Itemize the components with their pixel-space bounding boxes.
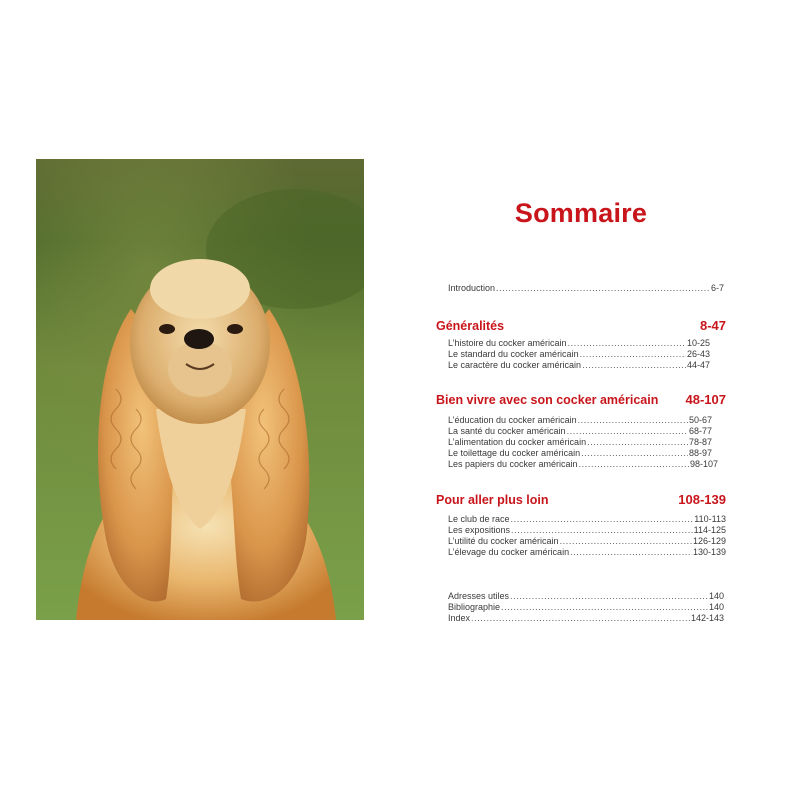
section-title: Pour aller plus loin bbox=[436, 493, 549, 507]
table-of-contents bbox=[436, 0, 726, 800]
section-pages: 8-47 bbox=[699, 318, 726, 333]
toc-entry-pages: 6-7 bbox=[710, 283, 724, 293]
toc-entry-label: Index bbox=[448, 613, 471, 623]
toc-entry-pages: 44-47 bbox=[686, 360, 710, 370]
cover-photo-cocker-spaniel bbox=[36, 159, 364, 620]
toc-entry-label: L’alimentation du cocker américain bbox=[448, 437, 587, 447]
dot-leader bbox=[579, 458, 689, 470]
section-pages: 48-107 bbox=[685, 392, 726, 407]
toc-entry-label: Adresses utiles bbox=[448, 591, 510, 601]
section-title: Bien vivre avec son cocker américain bbox=[436, 393, 659, 407]
dot-leader bbox=[570, 546, 692, 558]
toc-entry-label: L’éducation du cocker américain bbox=[448, 415, 577, 425]
toc-entry-pages: 140 bbox=[708, 591, 724, 601]
toc-entry-pages: 88-97 bbox=[688, 448, 712, 458]
toc-entry-label: Les expositions bbox=[448, 525, 511, 535]
toc-entry-pages: 78-87 bbox=[688, 437, 712, 447]
toc-entry-label: Bibliographie bbox=[448, 602, 501, 612]
toc-entry bbox=[448, 546, 726, 558]
toc-entry-label: Introduction bbox=[448, 283, 496, 293]
toc-entry-pages: 26-43 bbox=[686, 349, 710, 359]
toc-entry-label: La santé du cocker américain bbox=[448, 426, 566, 436]
section-title: Généralités bbox=[436, 319, 505, 333]
toc-entry-label: Le caractère du cocker américain bbox=[448, 360, 582, 370]
toc-entry bbox=[448, 458, 718, 470]
toc-entry-pages: 140 bbox=[708, 602, 724, 612]
section-heading-pour-aller-plus-loin bbox=[436, 492, 726, 507]
toc-entry-pages: 114-125 bbox=[693, 525, 726, 535]
toc-entry-pages: 142-143 bbox=[690, 613, 724, 623]
section-heading-generalites bbox=[436, 318, 726, 333]
toc-entry-label: L’élevage du cocker américain bbox=[448, 547, 570, 557]
dot-leader bbox=[496, 282, 710, 294]
dog-illustration bbox=[36, 159, 364, 620]
toc-entry-label: Le toilettage du cocker américain bbox=[448, 448, 581, 458]
section-pages: 108-139 bbox=[678, 492, 726, 507]
toc-entry-pages: 68-77 bbox=[688, 426, 712, 436]
toc-entry bbox=[448, 359, 710, 371]
toc-entry-pages: 50-67 bbox=[688, 415, 712, 425]
toc-entry-introduction bbox=[448, 282, 724, 294]
toc-entry-pages: 126-129 bbox=[692, 536, 726, 546]
toc-entry-label: L’histoire du cocker américain bbox=[448, 338, 567, 348]
toc-entry-pages: 110-113 bbox=[694, 514, 726, 524]
toc-entry-index bbox=[448, 612, 724, 624]
toc-entry-pages: 130-139 bbox=[692, 547, 726, 557]
dot-leader bbox=[582, 359, 686, 371]
toc-entry-pages: 10-25 bbox=[686, 338, 710, 348]
toc-entry-label: Le standard du cocker américain bbox=[448, 349, 579, 359]
toc-entry-pages: 98-107 bbox=[689, 459, 718, 469]
section-heading-bien-vivre bbox=[436, 392, 726, 407]
toc-entry-label: Les papiers du cocker américain bbox=[448, 459, 578, 469]
dot-leader bbox=[471, 612, 690, 624]
toc-entry-label: Le club de race bbox=[448, 514, 510, 524]
toc-entry-label: L’utilité du cocker américain bbox=[448, 536, 559, 546]
page-title: Sommaire bbox=[514, 198, 648, 228]
